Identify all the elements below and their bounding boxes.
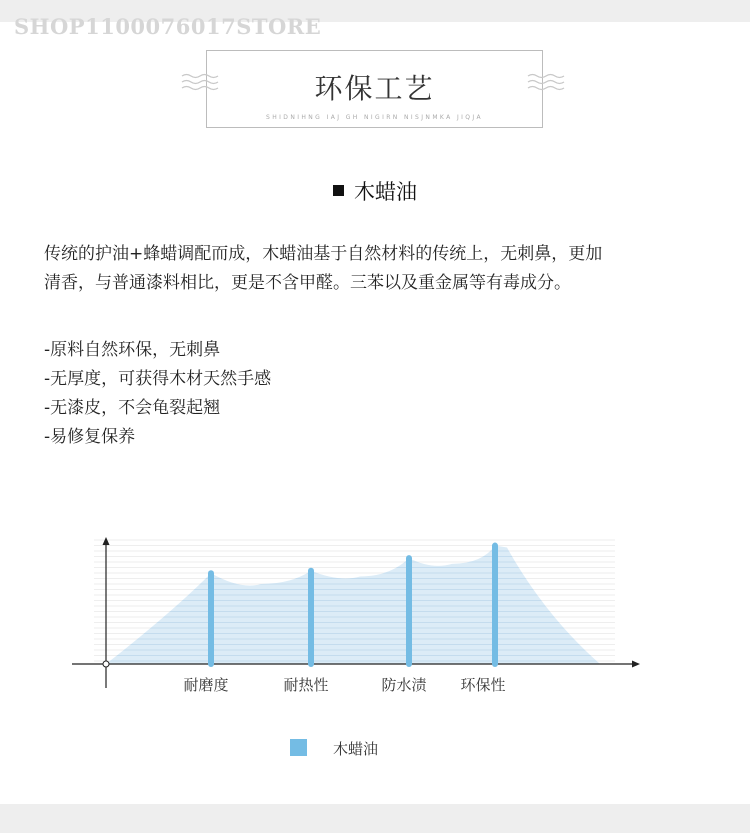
section-title: 木蜡油 bbox=[354, 180, 417, 204]
y-axis-arrow-icon bbox=[103, 537, 110, 545]
tick-label: 环保性 bbox=[460, 676, 506, 694]
feature-item: -无厚度，可获得木材天然手感 bbox=[44, 369, 272, 389]
description-paragraph bbox=[44, 240, 714, 298]
tick-label: 耐热性 bbox=[283, 676, 329, 694]
paragraph-line: 清香，与普通漆料相比，更是不含甲醛。三苯以及重金属等有毒成分。 bbox=[44, 273, 571, 293]
feature-item: -易修复保养 bbox=[44, 427, 136, 447]
paragraph-line: 传统的护油+蜂蜡调配而成，木蜡油基于自然材料的传统上，无刺鼻，更加 bbox=[44, 244, 603, 264]
title-box bbox=[206, 50, 543, 128]
chart-tick-labels bbox=[183, 676, 505, 694]
page-subtitle: SHIDNIHNG IAJ GH NIGIRN NISJNMKA JIQJA bbox=[266, 114, 483, 121]
square-bullet-icon bbox=[333, 185, 344, 196]
page-title: 环保工艺 bbox=[314, 72, 435, 105]
legend-label: 木蜡油 bbox=[333, 740, 379, 758]
chart-area bbox=[106, 546, 600, 664]
x-axis-arrow-icon bbox=[632, 661, 640, 668]
tick-label: 耐磨度 bbox=[183, 676, 229, 694]
feature-list bbox=[44, 336, 271, 452]
section-heading bbox=[0, 176, 750, 206]
performance-chart bbox=[0, 520, 750, 720]
bottom-bar bbox=[0, 804, 750, 833]
feature-item: -无漆皮，不会龟裂起翘 bbox=[44, 398, 221, 418]
axis-origin bbox=[103, 661, 109, 667]
store-watermark: SHOP1100076017STORE bbox=[14, 14, 322, 39]
feature-item: -原料自然环保，无刺鼻 bbox=[44, 340, 221, 360]
tick-label: 防水渍 bbox=[381, 676, 427, 694]
wave-left-icon bbox=[180, 72, 222, 92]
legend-swatch bbox=[290, 739, 307, 756]
wave-right-icon bbox=[526, 72, 568, 92]
